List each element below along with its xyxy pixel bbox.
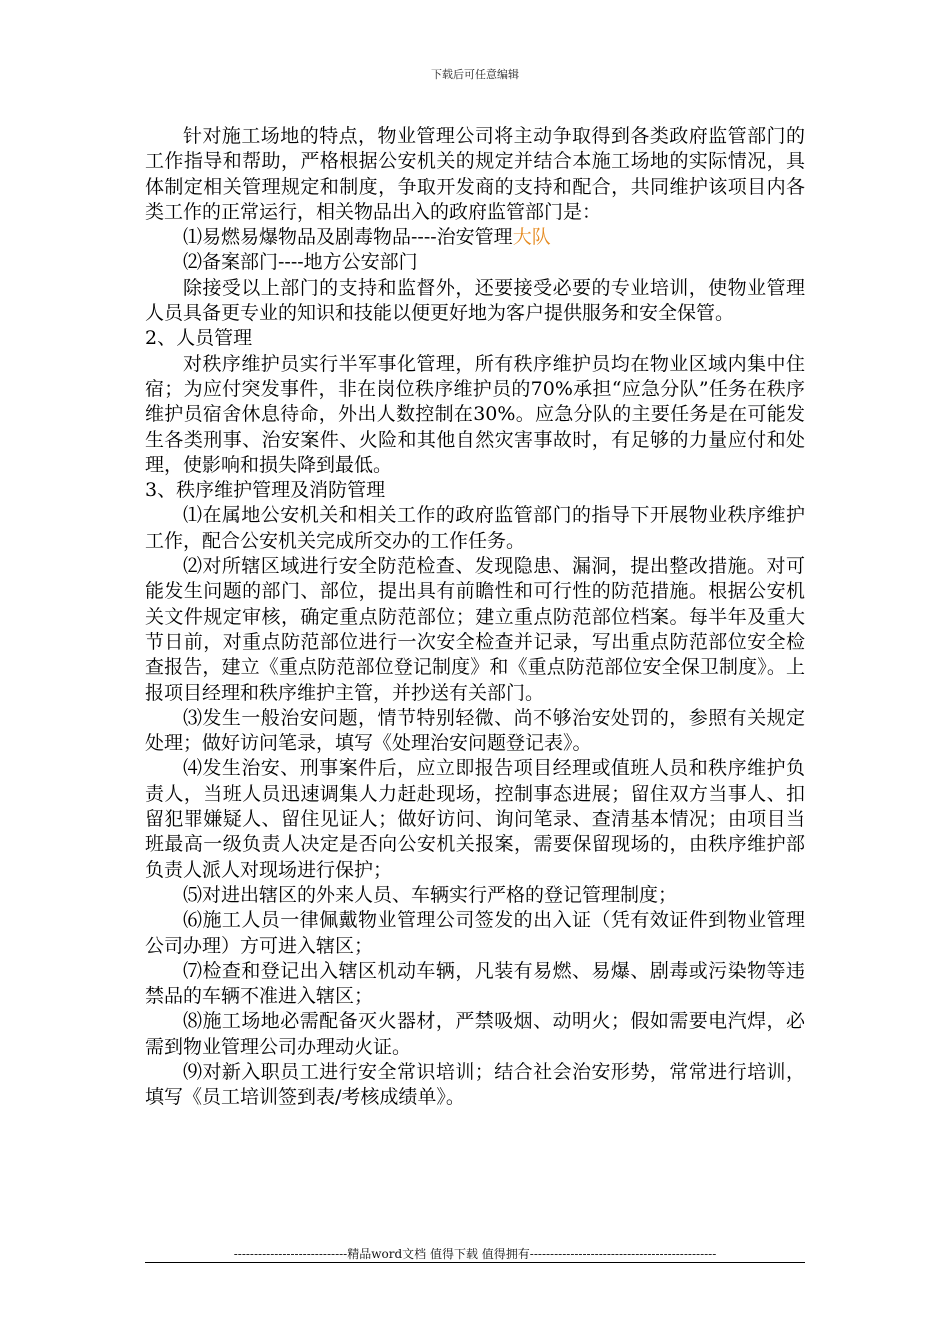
list-item-registration: ⑵备案部门----地方公安部门 (183, 251, 418, 274)
security-item-3: ⑶发生一般治安问题，情节特别轻微、尚不够治安处罚的，参照有关规定处理；做好访问笔录，填写《处理治安问题登记表》。 (145, 706, 805, 755)
security-item-8: ⑻施工场地必需配备灭火器材，严禁吸烟、动明火；假如需要电汽焊，必需到物业管理公司办理动火证。 (145, 1010, 805, 1058)
intro-paragraph: 针对施工场地的特点，物业管理公司将主动争取得到各类政府监管部门的工作指导和帮助，严格根据公安机关的规定并结合本施工场地的实际情况，具体制定相关管理规定和制度，争取开发商的支持和配合，共同维护该项目内各类工作的正常运行，相关物品出入的政府监管部门是： (145, 125, 805, 223)
security-item-4: ⑷发生治安、刑事案件后，应立即报告项目经理或值班人员和秩序维护负责人，当班人员迅速调集人力赶赴现场，控制事态进展；留住双方当事人、扣留犯罪嫌疑人、留住见证人；做好访问、询问笔录、查清基本情况；由项目当班最高一级负责人决定是否向公安机关报案，需要保留现场的，由秩序维护部负责人派人对现场进行保护； (145, 757, 805, 881)
security-item-6: ⑹施工人员一律佩戴物业管理公司签发的出入证（凭有效证件到物业管理公司办理）方可进入辖区； (145, 909, 805, 957)
security-item-1: ⑴在属地公安机关和相关工作的政府监管部门的指导下开展物业秩序维护工作，配合公安机关完成所交办的工作任务。 (145, 504, 805, 552)
footer-divider (145, 1262, 805, 1263)
document-body (145, 124, 805, 1111)
security-item-7: ⑺检查和登记出入辖区机动车辆，凡装有易燃、易爆、剧毒或污染物等违禁品的车辆不准进入辖区； (145, 959, 805, 1008)
section-heading-personnel: 2、人员管理 (145, 327, 253, 350)
list-item-hazardous-goods (145, 225, 805, 250)
personnel-paragraph: 对秩序维护员实行半军事化管理，所有秩序维护员均在物业区域内集中住宿；为应付突发事件，非在岗位秩序维护员的70%承担“应急分队”任务在秩序维护员宿舍休息待命，外出人数控制在30%。应急分队的主要任务是在可能发生各类刑事、治安案件、火险和其他自然灾害事故时，有足够的力量应付和处理，使影响和损失降到最低。 (145, 352, 805, 476)
page-header: 下载后可任意编辑 (431, 68, 519, 81)
security-item-2: ⑵对所辖区域进行安全防范检查、发现隐患、漏洞，提出整改措施。对可能发生问题的部门、部位，提出具有前瞻性和可行性的防范措施。根据公安机关文件规定审核，确定重点防范部位；建立重点防范部位档案。每半年及重大节日前，对重点防范部位进行一次安全检查并记录，写出重点防范部位安全检查报告，建立《重点防范部位登记制度》和《重点防范部位安全保卫制度》。上报项目经理和秩序维护主管，并抄送有关部门。 (145, 555, 805, 704)
training-paragraph: 除接受以上部门的支持和监督外，还要接受必要的专业培训，使物业管理人员具备更专业的知识和技能以便更好地为客户提供服务和安全保管。 (145, 276, 805, 325)
security-item-9: ⑼对新入职员工进行安全常识培训；结合社会治安形势，常常进行培训，填写《员工培训签到表/考核成绩单》。 (145, 1060, 805, 1109)
page-footer: ----------------------------精品word文档 值得下载 值得拥有---------------------------------------------- (233, 1247, 717, 1261)
list-item-text: ⑴易燃易爆物品及剧毒物品----治安管理 (183, 226, 513, 249)
section-heading-security: 3、秩序维护管理及消防管理 (145, 479, 386, 502)
security-item-5: ⑸对进出辖区的外来人员、车辆实行严格的登记管理制度； (183, 883, 678, 906)
highlighted-text: 大队 (512, 226, 551, 249)
